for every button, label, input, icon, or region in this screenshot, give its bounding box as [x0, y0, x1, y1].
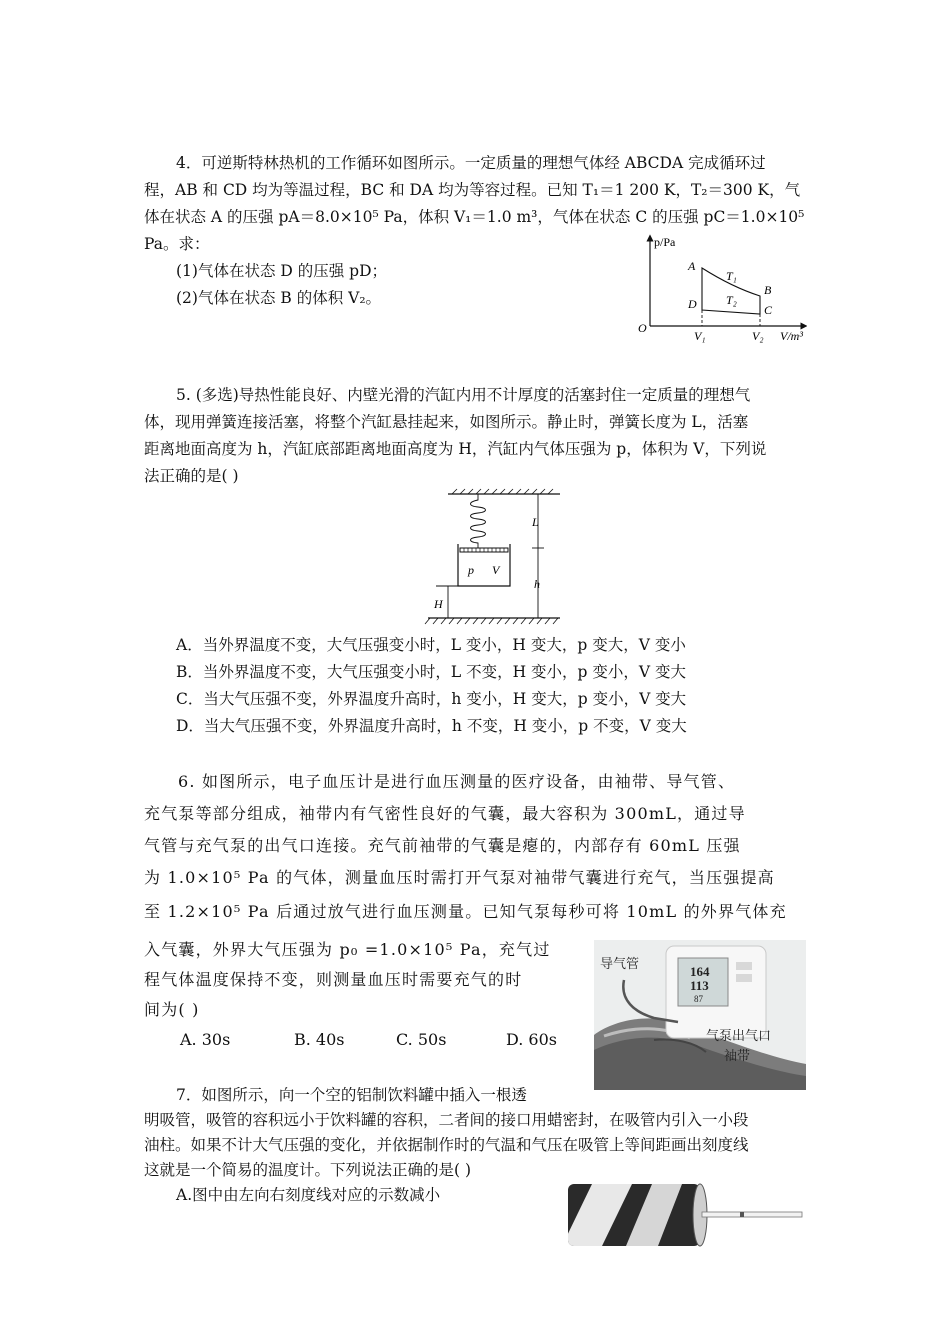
- pv-cycle-graph: [632, 232, 807, 347]
- q7-line3: 油柱。如果不计大气压强的变化，并依据制作时的气温和气压在吸管上等间距画出刻度线: [144, 1136, 749, 1154]
- q6-option-a: A. 30s: [180, 1030, 231, 1049]
- hanging-cylinder-figure: [420, 488, 570, 628]
- label-cuff: 袖带: [724, 1048, 751, 1063]
- graph-point-a: A: [688, 259, 696, 273]
- graph-point-b: B: [764, 283, 772, 297]
- display-diastolic: 113: [690, 978, 709, 993]
- q7-option-a: A.图中由左向右刻度线对应的示数减小: [176, 1186, 441, 1204]
- graph-x-label: V/m³: [780, 329, 803, 343]
- q4-line1: 4．可逆斯特林热机的工作循环如图所示。一定质量的理想气体经 ABCDA 完成循环过: [176, 154, 766, 172]
- fig-label-h-small: h: [534, 577, 540, 591]
- graph-label-v1: V₁: [694, 329, 706, 343]
- q7-line1: 7．如图所示，向一个空的铝制饮料罐中插入一根透: [176, 1086, 527, 1104]
- q5-line4: 法正确的是( ): [144, 467, 239, 485]
- q6-option-d: D. 60s: [506, 1030, 557, 1049]
- fig-label-p: p: [468, 563, 474, 577]
- q6-line2: 充气泵等部分组成，袖带内有气密性良好的气囊，最大容积为 300mL，通过导: [144, 804, 746, 823]
- label-pump-outlet: 气泵出气口: [706, 1028, 772, 1043]
- q6-line3: 气管与充气泵的出气口连接。充气前袖带的气囊是瘪的，内部存有 60mL 压强: [144, 836, 741, 855]
- q5-option-b: B．当外界温度不变，大气压强变小时，L 不变，H 变小，p 变小，V 变大: [176, 663, 687, 681]
- label-air-tube: 导气管: [600, 956, 640, 971]
- q6-line4: 为 1.0×10⁵ Pa 的气体，测量血压时需打开气泵对袖带气囊进行充气，当压强提高: [144, 868, 775, 887]
- fig-label-h-large: H: [434, 597, 443, 611]
- q4-subquestion-2: (2)气体在状态 B 的体积 V₂。: [176, 289, 382, 307]
- graph-label-t1: T₁: [726, 269, 737, 283]
- graph-label-v2: V₂: [752, 329, 764, 343]
- q7-line2: 明吸管，吸管的容积远小于饮料罐的容积，二者间的接口用蜡密封，在吸管内引入一小段: [144, 1111, 749, 1129]
- q6-line1: 6. 如图所示，电子血压计是进行血压测量的医疗设备，由袖带、导气管、: [178, 772, 736, 791]
- graph-point-c: C: [764, 303, 773, 317]
- q5-line1: 5. (多选)导热性能良好、内壁光滑的汽缸内用不计厚度的活塞封住一定质量的理想气: [176, 386, 751, 404]
- q6-line7: 程气体温度保持不变，则测量血压时需要充气的时: [144, 970, 523, 989]
- display-systolic: 164: [690, 964, 710, 979]
- q7-line4: 这就是一个简易的温度计。下列说法正确的是( ): [144, 1161, 472, 1179]
- q5-line3: 距离地面高度为 h，汽缸底部距离地面高度为 H，汽缸内气体压强为 p，体积为 V，下列说: [144, 440, 767, 458]
- q5-line2: 体，现用弹簧连接活塞，将整个汽缸悬挂起来，如图所示。静止时，弹簧长度为 L，活塞: [144, 413, 749, 431]
- can-thermometer-figure: [562, 1180, 808, 1250]
- q4-subquestion-1: (1)气体在状态 D 的压强 pD；: [176, 262, 388, 280]
- graph-origin: O: [638, 321, 647, 335]
- q6-line6: 入气囊，外界大气压强为 p₀ =1.0×10⁵ Pa，充气过: [144, 940, 551, 959]
- graph-point-d: D: [688, 297, 697, 311]
- q6-option-b: B. 40s: [294, 1030, 345, 1049]
- q6-line5: 至 1.2×10⁵ Pa 后通过放气进行血压测量。已知气泵每秒可将 10mL 的外界气体充: [144, 902, 787, 921]
- fig-label-l: L: [532, 515, 539, 529]
- q4-line3: 体在状态 A 的压强 pA＝8.0×10⁵ Pa，体积 V₁＝1.0 m³，气体在状态 C 的压强 pC＝1.0×10⁵: [144, 208, 805, 226]
- display-pulse: 87: [694, 994, 703, 1004]
- q5-option-c: C．当大气压强不变，外界温度升高时，h 变小，H 变大，p 变小，V 变大: [176, 690, 687, 708]
- graph-label-t2: T₂: [726, 293, 737, 307]
- graph-y-label: p/Pa: [654, 235, 676, 249]
- fig-label-v: V: [492, 563, 500, 577]
- q6-option-c: C. 50s: [396, 1030, 447, 1049]
- blood-pressure-monitor-photo: [594, 940, 806, 1090]
- q5-option-a: A．当外界温度不变，大气压强变小时，L 变小，H 变大，p 变大，V 变小: [176, 636, 686, 654]
- q6-line8: 间为( ): [144, 1000, 200, 1019]
- q4-line4: Pa。求：: [144, 235, 210, 253]
- q4-line2: 程，AB 和 CD 均为等温过程，BC 和 DA 均为等容过程。已知 T₁＝1 200 K，T₂＝300 K，气: [144, 181, 801, 199]
- q5-option-d: D．当大气压强不变，外界温度升高时，h 不变，H 变小，p 不变，V 变大: [176, 717, 687, 735]
